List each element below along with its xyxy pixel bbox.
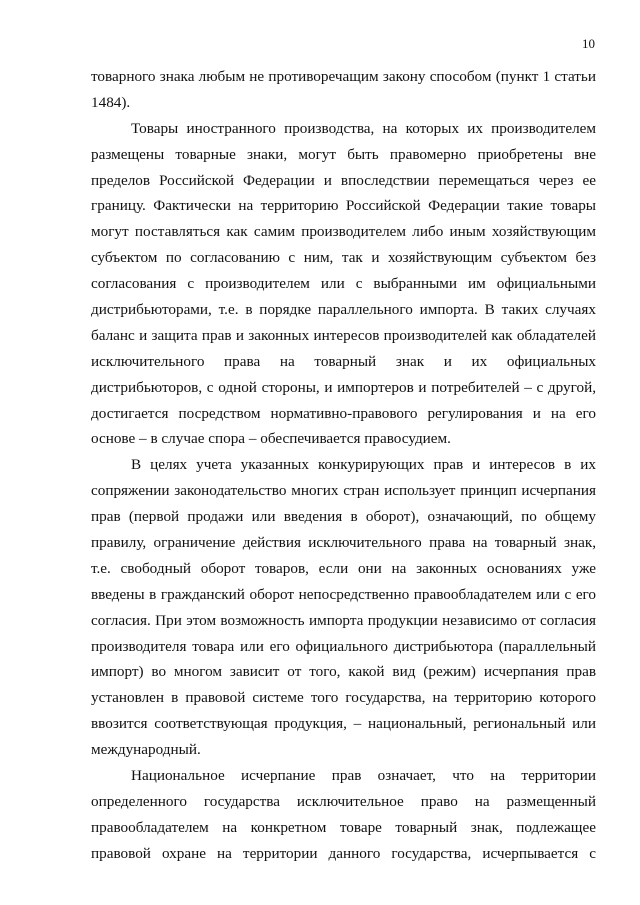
text-line: согласования с производителем или с выбранными им официальными [91,275,596,293]
text-line: импорт) во многом зависит от того, какой вид (режим) исчерпания прав [91,663,596,681]
text-line: дистрибьюторов, с одной стороны, и импортеров и потребителей – с другой, [91,378,596,396]
text-line: пределов Российской Федерации и впоследствии перемещаться через ее [91,171,596,189]
text-line: баланс и защита прав и законных интересов производителей как обладателей [91,326,596,344]
document-body [91,64,596,867]
text-line: границу. Фактически на территорию Российской Федерации такие товары [91,197,596,215]
text-line: производителя товара или его официального дистрибьютора (параллельный [91,637,596,655]
text-line: достигается посредством нормативно-правового регулирования и на его [91,404,596,422]
text-line: введены в гражданский оборот непосредственно правообладателем или с его [91,585,596,603]
text-line: определенного государства исключительное право на размещенный [91,792,596,810]
text-line: исключительного права на товарный знак и их официальных [91,352,596,370]
text-line: международный. [91,741,201,759]
text-line: правилу, ограничение действия исключительного права на товарный знак, [91,534,596,552]
page-number: 10 [582,36,595,51]
text-line: правовой охране на территории данного государства, исчерпывается с [91,844,596,862]
text-line: товарного знака любым не противоречащим закону способом (пункт 1 статьи [91,68,596,85]
text-line: размещены товарные знаки, могут быть правомерно приобретены вне [91,145,596,163]
text-line: прав (первой продажи или введения в оборот), означающий, по общему [91,508,596,526]
text-line: ввозится соответствующая продукция, – национальный, региональный или [91,715,596,733]
text-line: т.е. свободный оборот товаров, если они на законных основаниях уже [91,559,596,577]
text-line: могут поставляться как самим производителем либо иным хозяйствующим [91,223,596,241]
text-line: основе – в случае спора – обеспечивается правосудием. [91,430,451,448]
text-line: Товары иностранного производства, на которых их производителем [131,119,596,137]
text-line: Национальное исчерпание прав означает, что на территории [131,767,596,785]
text-line: сопряжении законодательство многих стран использует принцип исчерпания [91,482,596,500]
text-line: 1484). [91,93,131,111]
text-line: правообладателем на конкретном товаре товарный знак, подлежащее [91,818,596,836]
text-line: установлен в правовой системе того государства, на территорию которого [91,689,596,707]
text-line: субъектом по согласованию с ним, так и хозяйствующим субъектом без [91,249,596,267]
text-line: дистрибьюторами, т.е. в порядке параллельного импорта. В таких случаях [91,301,596,319]
text-line: В целях учета указанных конкурирующих прав и интересов в их [131,456,596,474]
text-line: согласия. При этом возможность импорта продукции независимо от согласия [91,611,596,629]
